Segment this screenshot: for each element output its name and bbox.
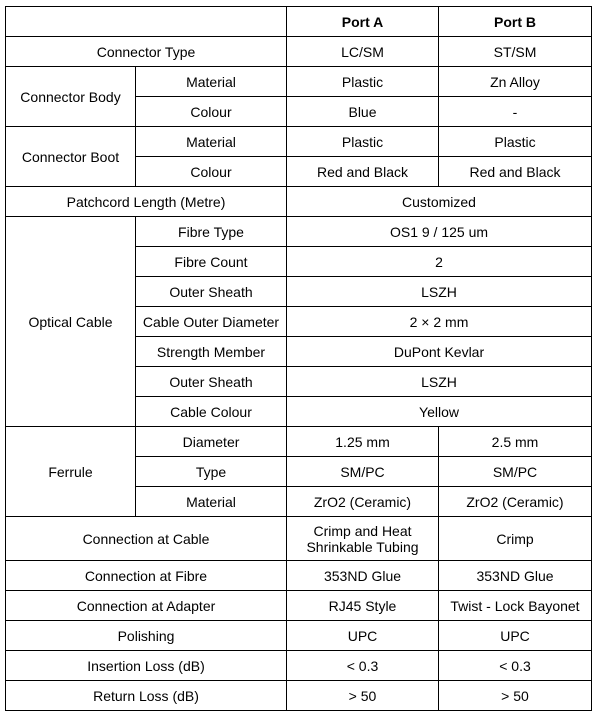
- connection-at-fibre-label: Connection at Fibre: [6, 561, 287, 591]
- connection-at-adapter-port-a: RJ45 Style: [287, 591, 439, 621]
- strength-member-value: DuPont Kevlar: [287, 337, 592, 367]
- fibre-type-label: Fibre Type: [136, 217, 287, 247]
- connector-boot-colour-port-b: Red and Black: [439, 157, 592, 187]
- insertion-loss-port-a: < 0.3: [287, 651, 439, 681]
- fibre-count-value: 2: [287, 247, 592, 277]
- ferrule-material-port-a: ZrO2 (Ceramic): [287, 487, 439, 517]
- table-row: [6, 591, 592, 621]
- header-port-a: Port A: [287, 7, 439, 37]
- table-row: [6, 127, 592, 157]
- spec-table: [5, 6, 592, 711]
- connection-at-cable-label: Connection at Cable: [6, 517, 287, 561]
- connector-boot-colour-port-a: Red and Black: [287, 157, 439, 187]
- table-row: [6, 651, 592, 681]
- ferrule-material-port-b: ZrO2 (Ceramic): [439, 487, 592, 517]
- outer-sheath-value: LSZH: [287, 367, 592, 397]
- polishing-port-a: UPC: [287, 621, 439, 651]
- polishing-port-b: UPC: [439, 621, 592, 651]
- cable-colour-label: Cable Colour: [136, 397, 287, 427]
- table-row: [6, 517, 592, 561]
- connection-at-cable-port-b: Crimp: [439, 517, 592, 561]
- patchcord-length-label: Patchcord Length (Metre): [6, 187, 287, 217]
- insertion-loss-port-b: < 0.3: [439, 651, 592, 681]
- connector-body-material-port-a: Plastic: [287, 67, 439, 97]
- connector-boot-material-label: Material: [136, 127, 287, 157]
- ferrule-label: Ferrule: [6, 427, 136, 517]
- return-loss-port-a: > 50: [287, 681, 439, 711]
- connector-body-label: Connector Body: [6, 67, 136, 127]
- table-row: [6, 187, 592, 217]
- fibre-type-value: OS1 9 / 125 um: [287, 217, 592, 247]
- header-port-b: Port B: [439, 7, 592, 37]
- ferrule-diameter-port-a: 1.25 mm: [287, 427, 439, 457]
- connector-body-colour-port-b: -: [439, 97, 592, 127]
- insertion-loss-label: Insertion Loss (dB): [6, 651, 287, 681]
- patchcord-length-value: Customized: [287, 187, 592, 217]
- header-blank-cell: [6, 7, 287, 37]
- cable-outer-diameter-label: Cable Outer Diameter: [136, 307, 287, 337]
- connector-body-material-label: Material: [136, 67, 287, 97]
- connector-boot-material-port-a: Plastic: [287, 127, 439, 157]
- connection-at-adapter-label: Connection at Adapter: [6, 591, 287, 621]
- outer-sheath-value: LSZH: [287, 277, 592, 307]
- outer-sheath-label: Outer Sheath: [136, 367, 287, 397]
- connector-boot-label: Connector Boot: [6, 127, 136, 187]
- table-row: [6, 67, 592, 97]
- polishing-label: Polishing: [6, 621, 287, 651]
- fibre-count-label: Fibre Count: [136, 247, 287, 277]
- optical-cable-label: Optical Cable: [6, 217, 136, 427]
- connector-body-colour-port-a: Blue: [287, 97, 439, 127]
- connector-type-port-a: LC/SM: [287, 37, 439, 67]
- connector-type-label: Connector Type: [6, 37, 287, 67]
- return-loss-port-b: > 50: [439, 681, 592, 711]
- cable-colour-value: Yellow: [287, 397, 592, 427]
- strength-member-label: Strength Member: [136, 337, 287, 367]
- ferrule-diameter-label: Diameter: [136, 427, 287, 457]
- table-row: [6, 427, 592, 457]
- connector-type-port-b: ST/SM: [439, 37, 592, 67]
- connection-at-fibre-port-a: 353ND Glue: [287, 561, 439, 591]
- table-row: [6, 621, 592, 651]
- ferrule-diameter-port-b: 2.5 mm: [439, 427, 592, 457]
- outer-sheath-label: Outer Sheath: [136, 277, 287, 307]
- connection-at-adapter-port-b: Twist - Lock Bayonet: [439, 591, 592, 621]
- cable-outer-diameter-value: 2 × 2 mm: [287, 307, 592, 337]
- connector-body-material-port-b: Zn Alloy: [439, 67, 592, 97]
- connector-boot-material-port-b: Plastic: [439, 127, 592, 157]
- ferrule-type-port-a: SM/PC: [287, 457, 439, 487]
- return-loss-label: Return Loss (dB): [6, 681, 287, 711]
- table-row: [6, 37, 592, 67]
- header-row: [6, 7, 592, 37]
- connector-body-colour-label: Colour: [136, 97, 287, 127]
- ferrule-type-label: Type: [136, 457, 287, 487]
- connection-at-cable-port-a: Crimp and Heat Shrinkable Tubing: [287, 517, 439, 561]
- table-row: [6, 681, 592, 711]
- ferrule-type-port-b: SM/PC: [439, 457, 592, 487]
- table-row: [6, 561, 592, 591]
- table-row: [6, 217, 592, 247]
- ferrule-material-label: Material: [136, 487, 287, 517]
- connection-at-fibre-port-b: 353ND Glue: [439, 561, 592, 591]
- connector-boot-colour-label: Colour: [136, 157, 287, 187]
